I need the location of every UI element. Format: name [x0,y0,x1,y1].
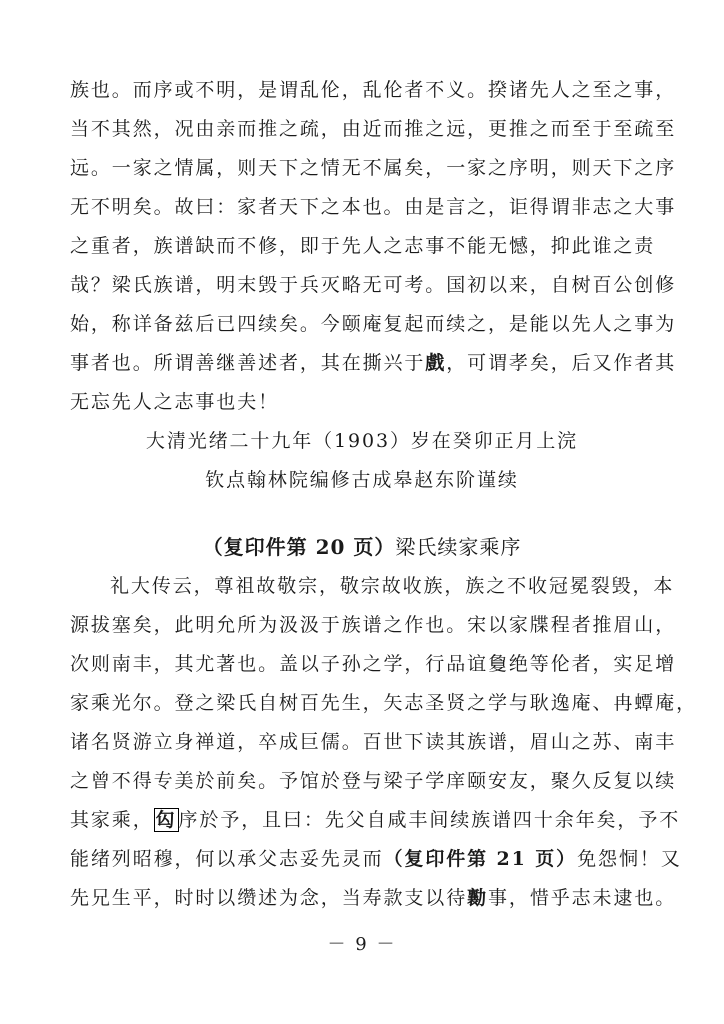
author-line: 钦点翰林院编修古成皋赵东阶谨续 [205,469,519,491]
text-span: 序於予，且曰：先父自咸丰间续族谱四十余年矣，予不 [178,809,681,831]
text-span: ，可谓孝矣，后又作者其 [446,352,677,374]
paragraph-line: 远。一家之情属，则天下之情无不属矣，一家之序明，则天下之序 [70,157,677,179]
page-ref: （复印件第 20 页） [202,535,396,559]
text-span: 事者也。所谓善继善述者，其在撕兴于 [70,352,426,374]
page-number: － 9 － [327,934,397,955]
paragraph-line: 之曾不得专美於前矣。予馆於登与梁子学庠颐安友，聚久反复以续 [70,770,677,792]
paragraph-line: 源拔塞矣，此明允所为汲汲于族谱之作也。宋以家牒程者推眉山， [70,614,677,636]
paragraph-line: 族也。而序或不明，是谓乱伦，乱伦者不义。揆诸先人之至之事， [70,79,677,101]
paragraph-line: 次则南丰，其尤著也。盖以子孙之学，行品谊敻绝等伦者，实足增 [70,653,677,675]
text-span: 先兄生平，时时以缵述为念，当寿款支以待 [70,887,468,909]
bold-char: 戲 [425,352,447,374]
paragraph-line [70,886,677,910]
paragraph-line: 始，称详备兹后已四续矣。今颐庵复起而续之，是能以先人之事为 [70,313,677,335]
date-line: 大清光绪二十九年（1903）岁在癸卯正月上浣 [145,430,579,452]
bold-char: 勷 [467,887,489,909]
paragraph-line: 诸名贤游立身禅道，卒成巨儒。百世下读其族谱，眉山之苏、南丰 [70,731,677,753]
paragraph-line: 无忘先人之志事也夫！ [70,391,280,413]
text-span: 免怨恫！又 [577,848,682,870]
boxed-char: 匃 [155,809,177,831]
text-span: 事，惜乎志未逮也。 [488,887,677,909]
paragraph-line: 当不其然，况由亲而推之疏，由近而推之远，更推之而至于至疏至 [70,118,677,140]
text-span: 能绪列昭穆，何以承父志妥先灵而 [70,848,384,870]
paragraph-line: 哉？梁氏族谱，明末毁于兵灭略无可考。国初以来，自树百公创修 [70,274,677,296]
paragraph-line: 礼大传云，尊祖故敬宗，敬宗故收族，族之不收冠冕裂毁，本 [110,575,675,597]
paragraph-line: 无不明矣。故曰：家者天下之本也。由是言之，讵得谓非志之大事 [70,196,677,218]
paragraph-line [70,847,682,871]
paragraph-line: 家乘光尔。登之梁氏自树百先生，矢志圣贤之学与耿逸庵、冉蟫庵， [70,692,698,714]
title-text: 梁氏续家乘序 [395,535,522,559]
paragraph-line [70,808,681,832]
text-span: 其家乘， [70,809,154,831]
page-ref: （复印件第 21 页） [383,848,578,870]
paragraph-line [70,351,677,375]
section-title [0,535,724,559]
paragraph-line: 之重者，族谱缺而不修，即于先人之志事不能无憾，抑此谁之责 [70,235,656,257]
